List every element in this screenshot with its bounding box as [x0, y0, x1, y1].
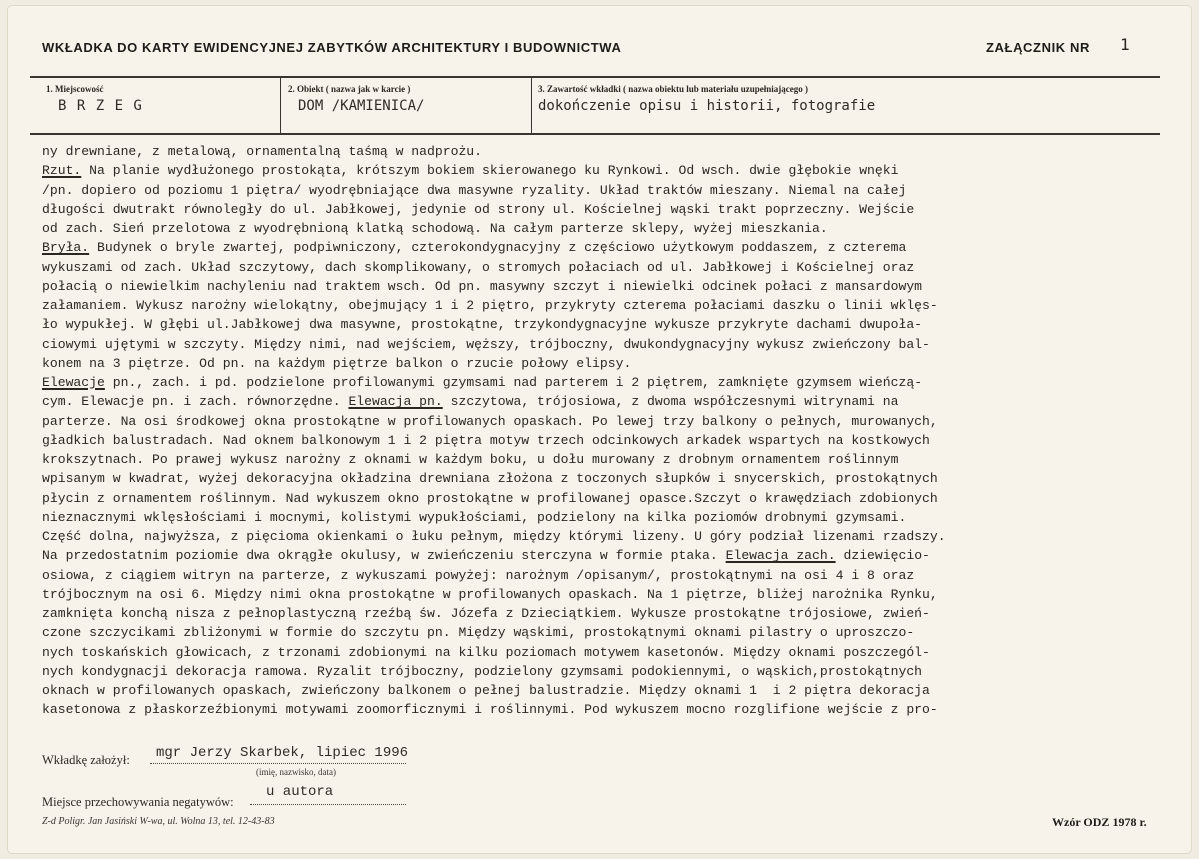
section-heading: Elewacje: [42, 375, 105, 390]
text-segment: nieznacznymi wklęsłościami i mocnymi, kolistymi wypukłościami, podzielony na kilka poziomów drobnymi gzymsami.: [42, 509, 907, 525]
text-line: [42, 508, 1192, 527]
text-line: [42, 431, 1192, 450]
section-heading: Elewacja zach.: [725, 548, 836, 564]
text-segment: Na planie wydłużonego prostokąta, krótszym bokiem skierowanego ku Rynkowi. Od wsch. dwie głębokie wnęki: [81, 163, 899, 179]
text-line: [42, 489, 1192, 508]
object-label: 2. Obiekt ( nazwa jak w karcie ): [288, 84, 411, 94]
text-line: [42, 392, 1192, 411]
text-segment: ło wypukłej. W głębi ul.Jabłkowej dwa masywne, prostokątne, trzykondygnacyjne wykusze przykryte dachami dwupoła-: [42, 317, 923, 333]
text-segment: zamknięta konchą nisza z pełnoplastyczną rzeźbą św. Józefa z Dzieciątkiem. Wykusze prostokątne trójosiowe, zwień-: [42, 606, 930, 621]
locality-label: 1. Miejscowość: [46, 84, 104, 94]
text-segment: nych kondygnacji dekoracja ramowa. Ryzalit trójboczny, podzielony gzymsami podokiennymi, o wąskich,prostokątnych: [42, 663, 923, 679]
field-divider-1: [280, 76, 281, 134]
object-value: DOM /KAMIENICA/: [298, 98, 425, 114]
text-line: [42, 258, 1192, 277]
text-segment: cym. Elewacje pn. i zach. równorzędne.: [42, 394, 349, 410]
text-line: [42, 662, 1192, 681]
header-bottom-rule: [30, 133, 1160, 135]
text-line: [42, 604, 1192, 623]
text-line: [42, 142, 1192, 161]
text-line: [42, 315, 1192, 334]
text-line: [42, 700, 1192, 719]
text-segment: długości dwutrakt równoległy do ul. Jabłkowej, jedynie od strony ul. Kościelnej wąski trakt poprzeczny. Wejście: [42, 201, 915, 217]
negatives-line: [250, 804, 406, 805]
text-line: [42, 277, 1192, 296]
text-segment: Budynek o bryle zwartej, podpiwniczony, czterokondygnacyjny z częściowo użytkowym poddaszem, z czterema: [89, 240, 907, 256]
section-heading: Elewacja pn.: [348, 394, 443, 410]
text-segment: wykuszami od zach. Układ szczytowy, dach skomplikowany, o stromych połaciach od ul. Jabłkowej i Kościelnej oraz: [42, 259, 915, 275]
text-segment: gładkich balustradach. Nad oknem balkonowym 1 i 2 piętra motyw trzech odcinkowych arkadek wspartych na kostkowych: [42, 432, 930, 448]
text-line: [42, 643, 1192, 662]
text-segment: wpisanym w kwadrat, wyżej dekoracyjna okładzina drewniana złożona z toczonych słupków i snycerskich, prostokątnych: [42, 471, 938, 487]
text-segment: konem na 3 piętrze. Od pn. na każdym piętrze balkon o rzucie połowy elipsy.: [42, 355, 632, 371]
text-segment: ny drewniane, z metalową, ornamentalną taśmą w nadprożu.: [42, 144, 483, 159]
text-line: [42, 546, 1192, 565]
text-segment: oknach w profilowanych opaskach, zwieńczony balkonem o pełnej balustradzie. Między oknami 1 i 2 piętra dekoracja: [42, 683, 930, 698]
text-line: [42, 527, 1192, 546]
text-segment: od zach. Sień przelotowa z wyodrębnioną klatką schodową. Na całym parterze sklepy, wyżej mieszkania.: [42, 221, 828, 236]
text-line: [42, 238, 1192, 257]
text-line: [42, 469, 1192, 488]
author-line: [150, 763, 406, 764]
text-segment: płycin z ornamentem roślinnym. Nad wykuszem okno prostokątne w profilowanej opasce.Szczyt o krawędziach zdobionych: [42, 490, 938, 506]
text-segment: pn., zach. i pd. podzielone profilowanymi gzymsami nad parterem i 2 piętrem, zamknięte gzymsem wieńczą-: [104, 375, 923, 390]
text-segment: ciowymi ujętymi w szczyty. Między nimi, nad wejściem, węższy, trójboczny, dwukondygnacyjny wykusz zwieńczony bal-: [42, 336, 930, 352]
form-identifier: Wzór ODZ 1978 r.: [1052, 815, 1147, 829]
text-segment: załamaniem. Wykusz narożny wielokątny, obejmujący 1 i 2 piętro, przykryty czterema połaciami daszku o linii wklęs-: [42, 298, 938, 313]
text-line: [42, 450, 1192, 469]
text-line: [42, 681, 1192, 700]
text-segment: Na przedostatnim poziomie dwa okrągłe okulusy, w zwieńczeniu sterczyna w formie ptaka.: [42, 548, 726, 564]
locality-value: B R Z E G: [58, 98, 143, 114]
author-hint: (imię, nazwisko, data): [256, 767, 336, 777]
printer-imprint: Z-d Poligr. Jan Jasiński W-wa, ul. Wolna 13, tel. 12-43-83: [42, 816, 275, 827]
text-line: [42, 373, 1192, 392]
text-segment: połacią o niewielkim nachyleniu nad traktem wsch. Od pn. masywny szczyt i niewielki odcinek połaci z mansardowym: [42, 278, 923, 294]
text-segment: osiowa, z ciągiem witryn na parterze, z wykuszami powyżej: narożnym /opisanym/, prostokątnymi na osi 4 i 8 oraz: [42, 567, 915, 583]
text-line: [42, 335, 1192, 354]
text-segment: kasetonowa z płaskorzeźbionymi motywami zoomorficznymi i roślinnymi. Pod wykuszem mocno rozglifione wejście z pro-: [42, 702, 938, 718]
text-segment: trójbocznym na osi 6. Między nimi okna prostokątne w profilowanych opaskach. Na 1 piętrze, bliżej narożnika Rynku,: [42, 586, 938, 602]
negatives-label: Miejsce przechowywania negatywów:: [42, 795, 234, 809]
header-top-rule: [30, 76, 1160, 78]
text-line: [42, 566, 1192, 585]
section-heading: Rzut.: [42, 163, 82, 179]
text-line: [42, 585, 1192, 604]
negatives-value: u autora: [266, 784, 334, 800]
text-segment: czone szczycikami zbliżonymi w formie do szczytu pn. Między wąskimi, prostokątnymi oknami pilastry o uproszczo-: [42, 625, 915, 641]
content-value: dokończenie opisu i historii, fotografie: [538, 98, 876, 114]
form-title: WKŁADKA DO KARTY EWIDENCYJNEJ ZABYTKÓW ARCHITEKTURY I BUDOWNICTWA: [42, 40, 622, 55]
text-segment: krokszytnach. Po prawej wykusz narożny z oknami w każdym boku, u dołu murowany z drobnym ornamentem roślinnym: [42, 452, 899, 467]
section-heading: Bryła.: [42, 240, 90, 256]
text-line: [42, 412, 1192, 431]
text-line: [42, 161, 1192, 180]
text-segment: parterze. Na osi środkowej okna prostokątne w profilowanych opaskach. Po lewej trzy balkony o pełnych, murowanych,: [42, 413, 938, 429]
author-value: mgr Jerzy Skarbek, lipiec 1996: [156, 745, 409, 761]
text-line: [42, 219, 1192, 238]
text-segment: dziewięcio-: [835, 548, 930, 564]
text-segment: szczytowa, trójosiowa, z dwoma współczesnymi witrynami na: [442, 394, 899, 410]
text-line: [42, 181, 1192, 200]
attachment-label: ZAŁĄCZNIK NR: [986, 40, 1090, 55]
text-line: [42, 623, 1192, 642]
field-divider-2: [531, 76, 532, 134]
text-segment: /pn. dopiero od poziomu 1 piętra/ wyodrębniające dwa masywne ryzality. Układ traktów mieszany. Niemal na całej: [42, 182, 907, 198]
text-segment: nych toskańskich głowicach, z trzonami zdobionymi na kilku poziomach motywem kasetonów. Między oknami poszczegól-: [42, 644, 930, 660]
description-text: [42, 142, 1192, 720]
author-label: Wkładkę założył:: [42, 753, 130, 767]
text-line: [42, 296, 1192, 315]
attachment-number: 1: [1120, 35, 1130, 54]
text-line: [42, 200, 1192, 219]
text-line: [42, 354, 1192, 373]
content-label: 3. Zawartość wkładki ( nazwa obiektu lub materiału uzupełniającego ): [538, 84, 809, 94]
text-segment: Część dolna, najwyższa, z pięcioma okienkami o łuku pełnym, między którymi lizeny. U góry podział lizenami rzadszy.: [42, 529, 946, 544]
